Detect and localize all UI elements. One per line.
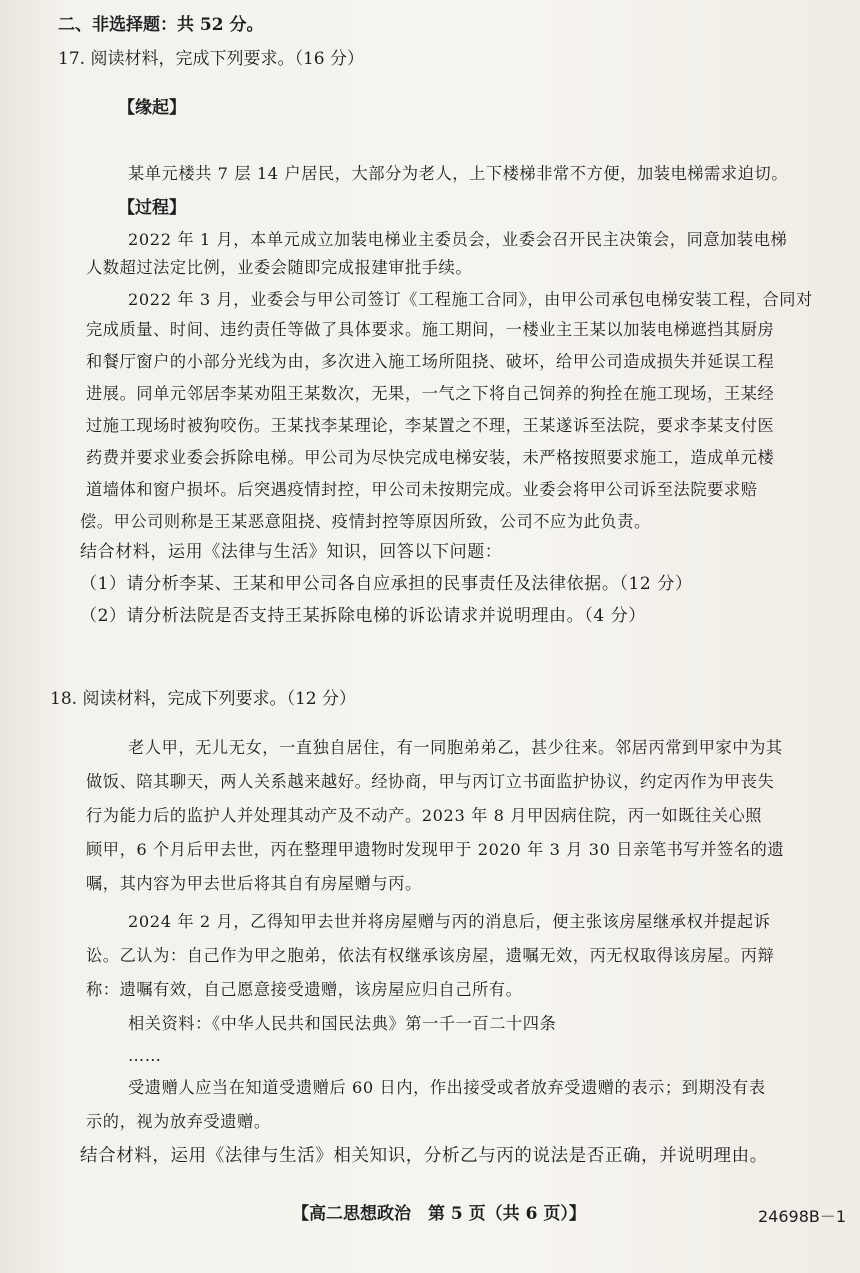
q18-line: 行为能力后的监护人并处理其动产及不动产。2023 年 8 月甲因病住院，丙一如既往关心照 — [86, 806, 763, 825]
process-line: 道墙体和窗户损坏。后突遇疫情封控，甲公司未按期完成。业委会将甲公司诉至法院要求赔 — [86, 480, 758, 499]
q18-line: 老人甲，无儿无女，一直独自居住，有一同胞弟弟乙，甚少往来。邻居丙常到甲家中为其 — [128, 738, 783, 757]
q18-line: 称：遗嘱有效，自己愿意接受遗赠，该房屋应归自己所有。 — [86, 980, 523, 999]
process-line: 人数超过法定比例，业委会随即完成报建审批手续。 — [86, 258, 473, 277]
process-line: 和餐厅窗户的小部分光线为由，多次进入施工场所阻挠、破坏，给甲公司造成损失并延误工程 — [86, 352, 775, 371]
q18-line: 讼。乙认为：自己作为甲之胞弟，依法有权继承该房屋，遗嘱无效，丙无权取得该房屋。丙辩 — [86, 946, 775, 965]
process-line: 药费并要求业委会拆除电梯。甲公司为尽快完成电梯安装，未严格按照要求施工，造成单元楼 — [86, 448, 775, 467]
origin-heading: 【缘起】 — [118, 98, 186, 118]
process-line: 完成质量、时间、违约责任等做了具体要求。施工期间，一楼业主王某以加装电梯遮挡其厨房 — [86, 320, 775, 339]
q18-line: 受遗赠人应当在知道受遗赠后 60 日内，作出接受或者放弃受遗赠的表示；到期没有表 — [128, 1078, 766, 1097]
process-line: 过施工现场时被狗咬伤。王某找李某理论，李某置之不理，王某遂诉至法院，要求李某支付医 — [86, 416, 775, 435]
process-line: 2022 年 1 月，本单元成立加装电梯业主委员会，业委会召开民主决策会，同意加装电梯 — [128, 230, 788, 249]
q18-line: …… — [128, 1046, 162, 1065]
q18-line: 嘱，其内容为甲去世后将其自有房屋赠与丙。 — [86, 874, 422, 893]
q18-line: 相关资料：《中华人民共和国民法典》第一千一百二十四条 — [128, 1014, 557, 1033]
footer-page-title: 【高二思想政治 第 5 页（共 6 页）】 — [292, 1204, 586, 1224]
q17-subquestion-2: （2）请分析法院是否支持王某拆除电梯的诉讼请求并说明理由。（4 分） — [80, 606, 646, 626]
section-title: 二、非选择题：共 52 分。 — [58, 15, 264, 35]
question-18-stem: 18. 阅读材料，完成下列要求。（12 分） — [50, 689, 356, 709]
footer-exam-code: 24698B－1 — [758, 1207, 847, 1226]
q18-line: 2024 年 2 月，乙得知甲去世并将房屋赠与丙的消息后，便主张该房屋继承权并提起诉 — [128, 912, 771, 931]
q18-line: 顾甲，6 个月后甲去世，丙在整理甲遗物时发现甲于 2020 年 3 月 30 日亲笔书写并签名的遗 — [86, 840, 785, 859]
q17-subquestion-1: （1）请分析李某、王某和甲公司各自应承担的民事责任及法律依据。（12 分） — [80, 574, 693, 594]
process-line: 偿。甲公司则称是王某恶意阻挠、疫情封控等原因所致，公司不应为此负责。 — [80, 512, 651, 531]
q17-instruction: 结合材料，运用《法律与生活》知识，回答以下问题： — [80, 542, 503, 562]
process-heading: 【过程】 — [118, 198, 186, 218]
question-17-stem: 17. 阅读材料，完成下列要求。（16 分） — [58, 49, 364, 69]
process-line: 2022 年 3 月，业委会与甲公司签订《工程施工合同》，由甲公司承包电梯安装工程，合同对 — [128, 290, 813, 309]
q18-line: 结合材料，运用《法律与生活》相关知识，分析乙与丙的说法是否正确，并说明理由。 — [80, 1146, 768, 1166]
process-line: 进展。同单元邻居李某劝阻王某数次，无果，一气之下将自己饲养的狗拴在施工现场，王某经 — [86, 384, 775, 403]
origin-text: 某单元楼共 7 层 14 户居民，大部分为老人，上下楼梯非常不方便，加装电梯需求迫切。 — [128, 164, 789, 183]
q18-line: 做饭、陪其聊天，两人关系越来越好。经协商，甲与丙订立书面监护协议，约定丙作为甲丧失 — [86, 772, 775, 791]
q18-line: 示的，视为放弃受遗赠。 — [86, 1112, 271, 1131]
